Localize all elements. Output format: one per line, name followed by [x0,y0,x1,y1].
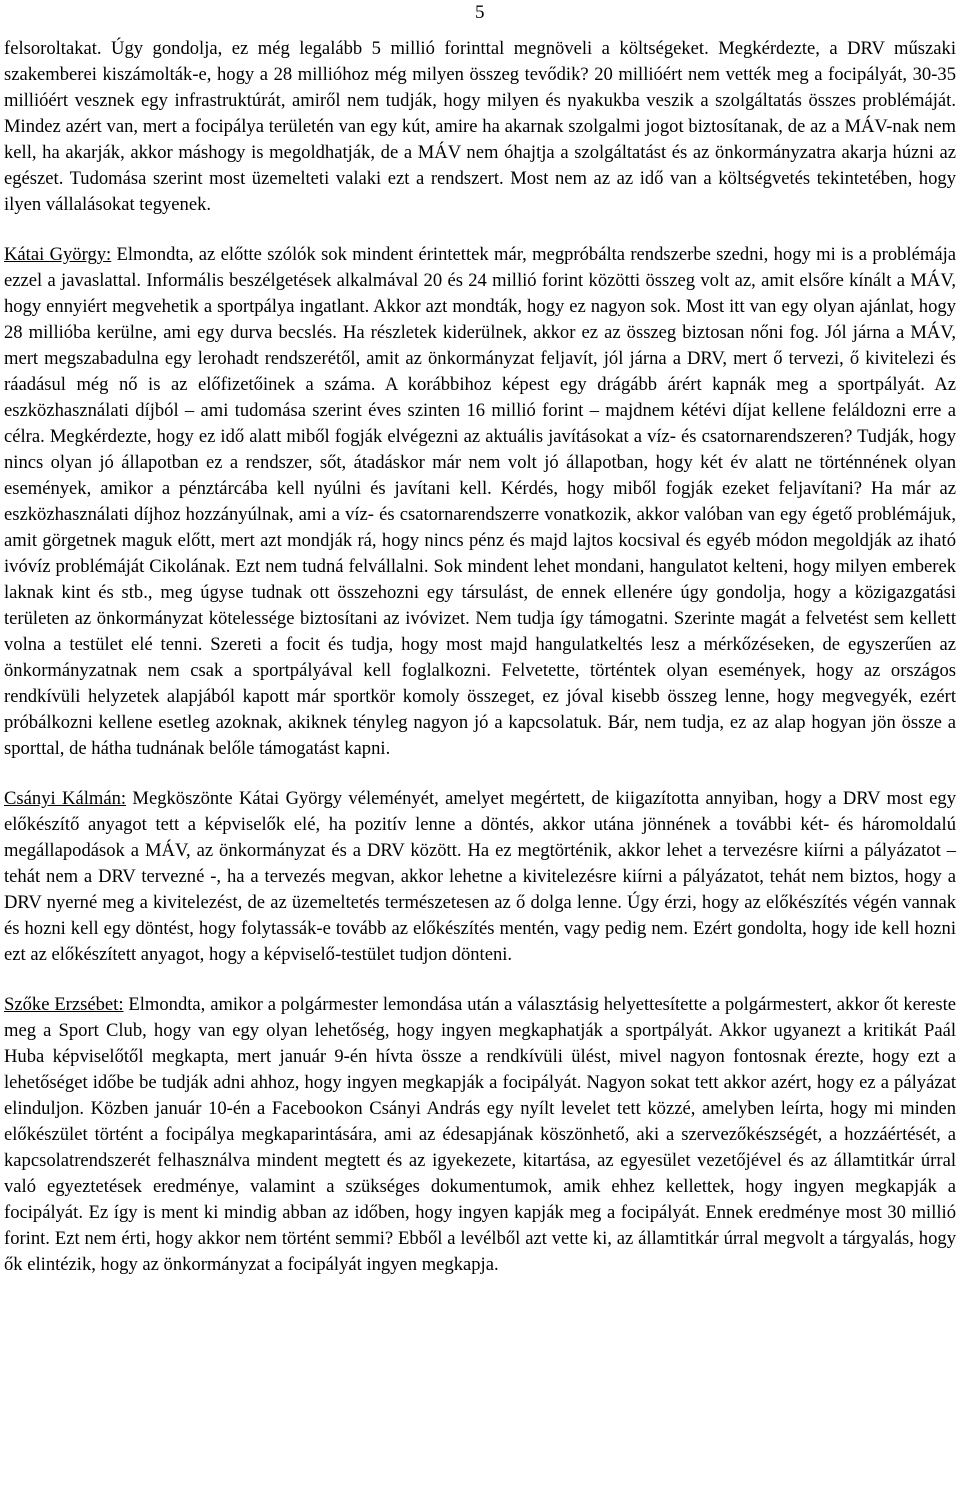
paragraph-csanyi-kalman [4,786,956,968]
paragraph-szoke-erzsebet [4,992,956,1278]
paragraph-text: Elmondta, amikor a polgármester lemondása után a választásig helyettesítette a polgármestert, akkor őt kereste meg a Sport Club, hogy van egy olyan lehetőség, hogy ingyen megkaphatják a sportpályát. Akkor ugyanezt a kritikát Paál Huba képviselőtől megkapta, mert január 9-én hívta össze a rendkívüli ülést, mivel nagyon fontosnak érezte, hogy ezt a lehetőséget időbe be tudják adni ahhoz, hogy ingyen megkapják a focipályát. Nagyon sokat tett akkor azért, hogy ez a pályázat elinduljon. Közben január 10-én a Facebookon Csányi András egy nyílt levelet tett közzé, amelyben leírta, hogy mi minden előkészület történt a focipálya megkaparintására, ami az édesapjának köszönhető, aki a szervezőkészségét, a hozzáértését, a kapcsolatrendszerét felhasználva mindent megtett és az igyekezete, kitartása, az egyesület vezetőjével és az államtitkár úrral való egyeztetések eredménye, valamint a szükséges dokumentumok, amik ehhez kellettek, hogy ingyen megkapják a focipályát. Ez így is ment ki mindig abban az időben, hogy ingyen kapják meg a focipályát. Ennek eredménye most 30 millió forint. Ezt nem érti, hogy akkor nem történt semmi? Ebből a levélből azt vette ki, az államtitkár úrral megvolt a tárgyalás, hogy ők elintézik, hogy az önkormányzat a focipályát ingyen megkapja. [4,994,956,1275]
speaker-name: Csányi Kálmán: [4,788,127,809]
speaker-name: Szőke Erzsébet: [4,994,124,1015]
paragraph-text: felsoroltakat. Úgy gondolja, ez még legalább 5 millió forinttal megnöveli a költségeket. Megkérdezte, a DRV műszaki szakemberei kiszámolták-e, hogy a 28 millióhoz még milyen összeg tevődik? 20 millióért nem vették meg a focipályát, 30-35 millióért vesznek egy infrastruktúrát, amiről nem tudják, hogy milyen és nyakukba veszik a szolgáltatás összes problémáját. Mindez azért van, mert a focipálya területén van egy kút, amire ha akarnak szolgalmi jogot biztosítanak, de az a MÁV-nak nem kell, ha akarják, akkor máshogy is megoldhatják, de a MÁV nem óhajtja a szolgáltatást és az önkormányzatra akarja húzni az egészet. Tudomása szerint most üzemelteti valaki ezt a rendszert. Most nem az az idő van a költségvetés tekintetében, hogy ilyen vállalásokat tegyenek. [4,38,956,215]
paragraph-text: Megköszönte Kátai György véleményét, amelyet megértett, de kiigazította annyiban, hogy a DRV most egy előkészítő anyagot tett a képviselők elé, ha pozitív lenne a döntés, akkor utána jönnének a további két- és háromoldalú megállapodások a MÁV, az önkormányzat és a DRV között. Ha ez megtörténik, akkor lehet a tervezésre kiírni a pályázatot – tehát nem a DRV tervezné -, ha a tervezés megvan, akkor lehetne a kivitelezésre kiírni a pályázatot, tehát nem biztos, hogy a DRV nyerné meg a kivitelezést, de az üzemeltetés természetesen az ő dolga lenne. Úgy érzi, hogy az előkészítés végén vannak és hozni kell egy döntést, hogy folytassák-e tovább az előkészítés mentén, vagy pedig nem. Ezért gondolta, hogy ide kell hozni ezt az előkészített anyagot, hogy a képviselő-testület tudjon dönteni. [4,788,956,965]
paragraph-katai-gyorgy [4,242,956,762]
document-body [4,36,956,1302]
speaker-name: Kátai György: [4,244,112,265]
page-number: 5 [475,2,485,23]
paragraph-continuation [4,36,956,218]
paragraph-text: Elmondta, az előtte szólók sok mindent érintettek már, megpróbálta rendszerbe szedni, hogy mi is a problémája ezzel a javaslattal. Informális beszélgetések alkalmával 20 és 24 millió forint közötti összeg volt az, amit elsőre kínált a MÁV, hogy ennyiért megvehetik a sportpálya ingatlant. Akkor azt mondták, hogy ez nagyon sok. Most itt van egy olyan ajánlat, hogy 28 millióba kerülne, ami egy durva becslés. Ha részletek kiderülnek, akkor ez az összeg biztosan nőni fog. Jól járna a MÁV, mert megszabadulna egy lerohadt rendszerétől, amit az önkormányzat feljavít, jól járna a DRV, mert ő tervezi, ő kivitelezi és ráadásul még nő is az előfizetőinek a száma. A korábbihoz képest egy drágább árért kapnák meg a sportpályát. Az eszközhasználati díjból – ami tudomása szerint éves szinten 16 millió forint – majdnem kétévi díjat kellene feláldozni erre a célra. Megkérdezte, hogy ez idő alatt miből fogják elvégezni az aktuális javításokat a víz- és csatornarendszeren? Tudják, hogy nincs olyan jó állapotban ez a rendszer, sőt, átadáskor már nem volt jó állapotban, hogy két év alatt ne történnének olyan események, amikor a pénztárcába kell nyúlni és javítani kell. Kérdés, hogy miből fogják ezeket feljavítani? Ha már az eszközhasználati díjhoz hozzányúlnak, ami a víz- és csatornarendszerre vonatkozik, akkor valóban van egy égető problémájuk, amit görgetnek maguk előtt, mert azt mondják rá, hogy nincs pénz és majd lajtos kocsival és egyéb módon megoldják az iható ivóvíz problémáját Cikolának. Ezt nem tudná felvállalni. Sok mindent lehet mondani, hangulatot kelteni, hogy milyen emberek laknak kint és stb., meg úgyse tudnak ott összehozni egy társulást, de ennek ellenére úgy gondolja, hogy a közigazgatási területen az önkormányzat kötelessége biztosítani az ivóvizet. Nem tudja így támogatni. Szerinte magát a felvetést sem kellett volna a testület elé tenni. Szereti a focit és tudja, hogy most majd hangulatkeltés lesz a mérkőzéseken, de egyszerűen az önkormányzatnak nem csak a sportpályával kell foglalkozni. Felvetette, történtek olyan események, hogy az országos rendkívüli helyzetek alapjából kapott már sportkör komoly összeget, ez jóval kisebb összeg lenne, hogy megvegyék, ezért próbálkozni kellene esetleg azoknak, akiknek tényleg nagyon jó a kapcsolatuk. Bár, nem tudja, ez az alap hogyan jön össze a sporttal, de hátha tudnának belőle támogatást kapni. [4,244,956,759]
